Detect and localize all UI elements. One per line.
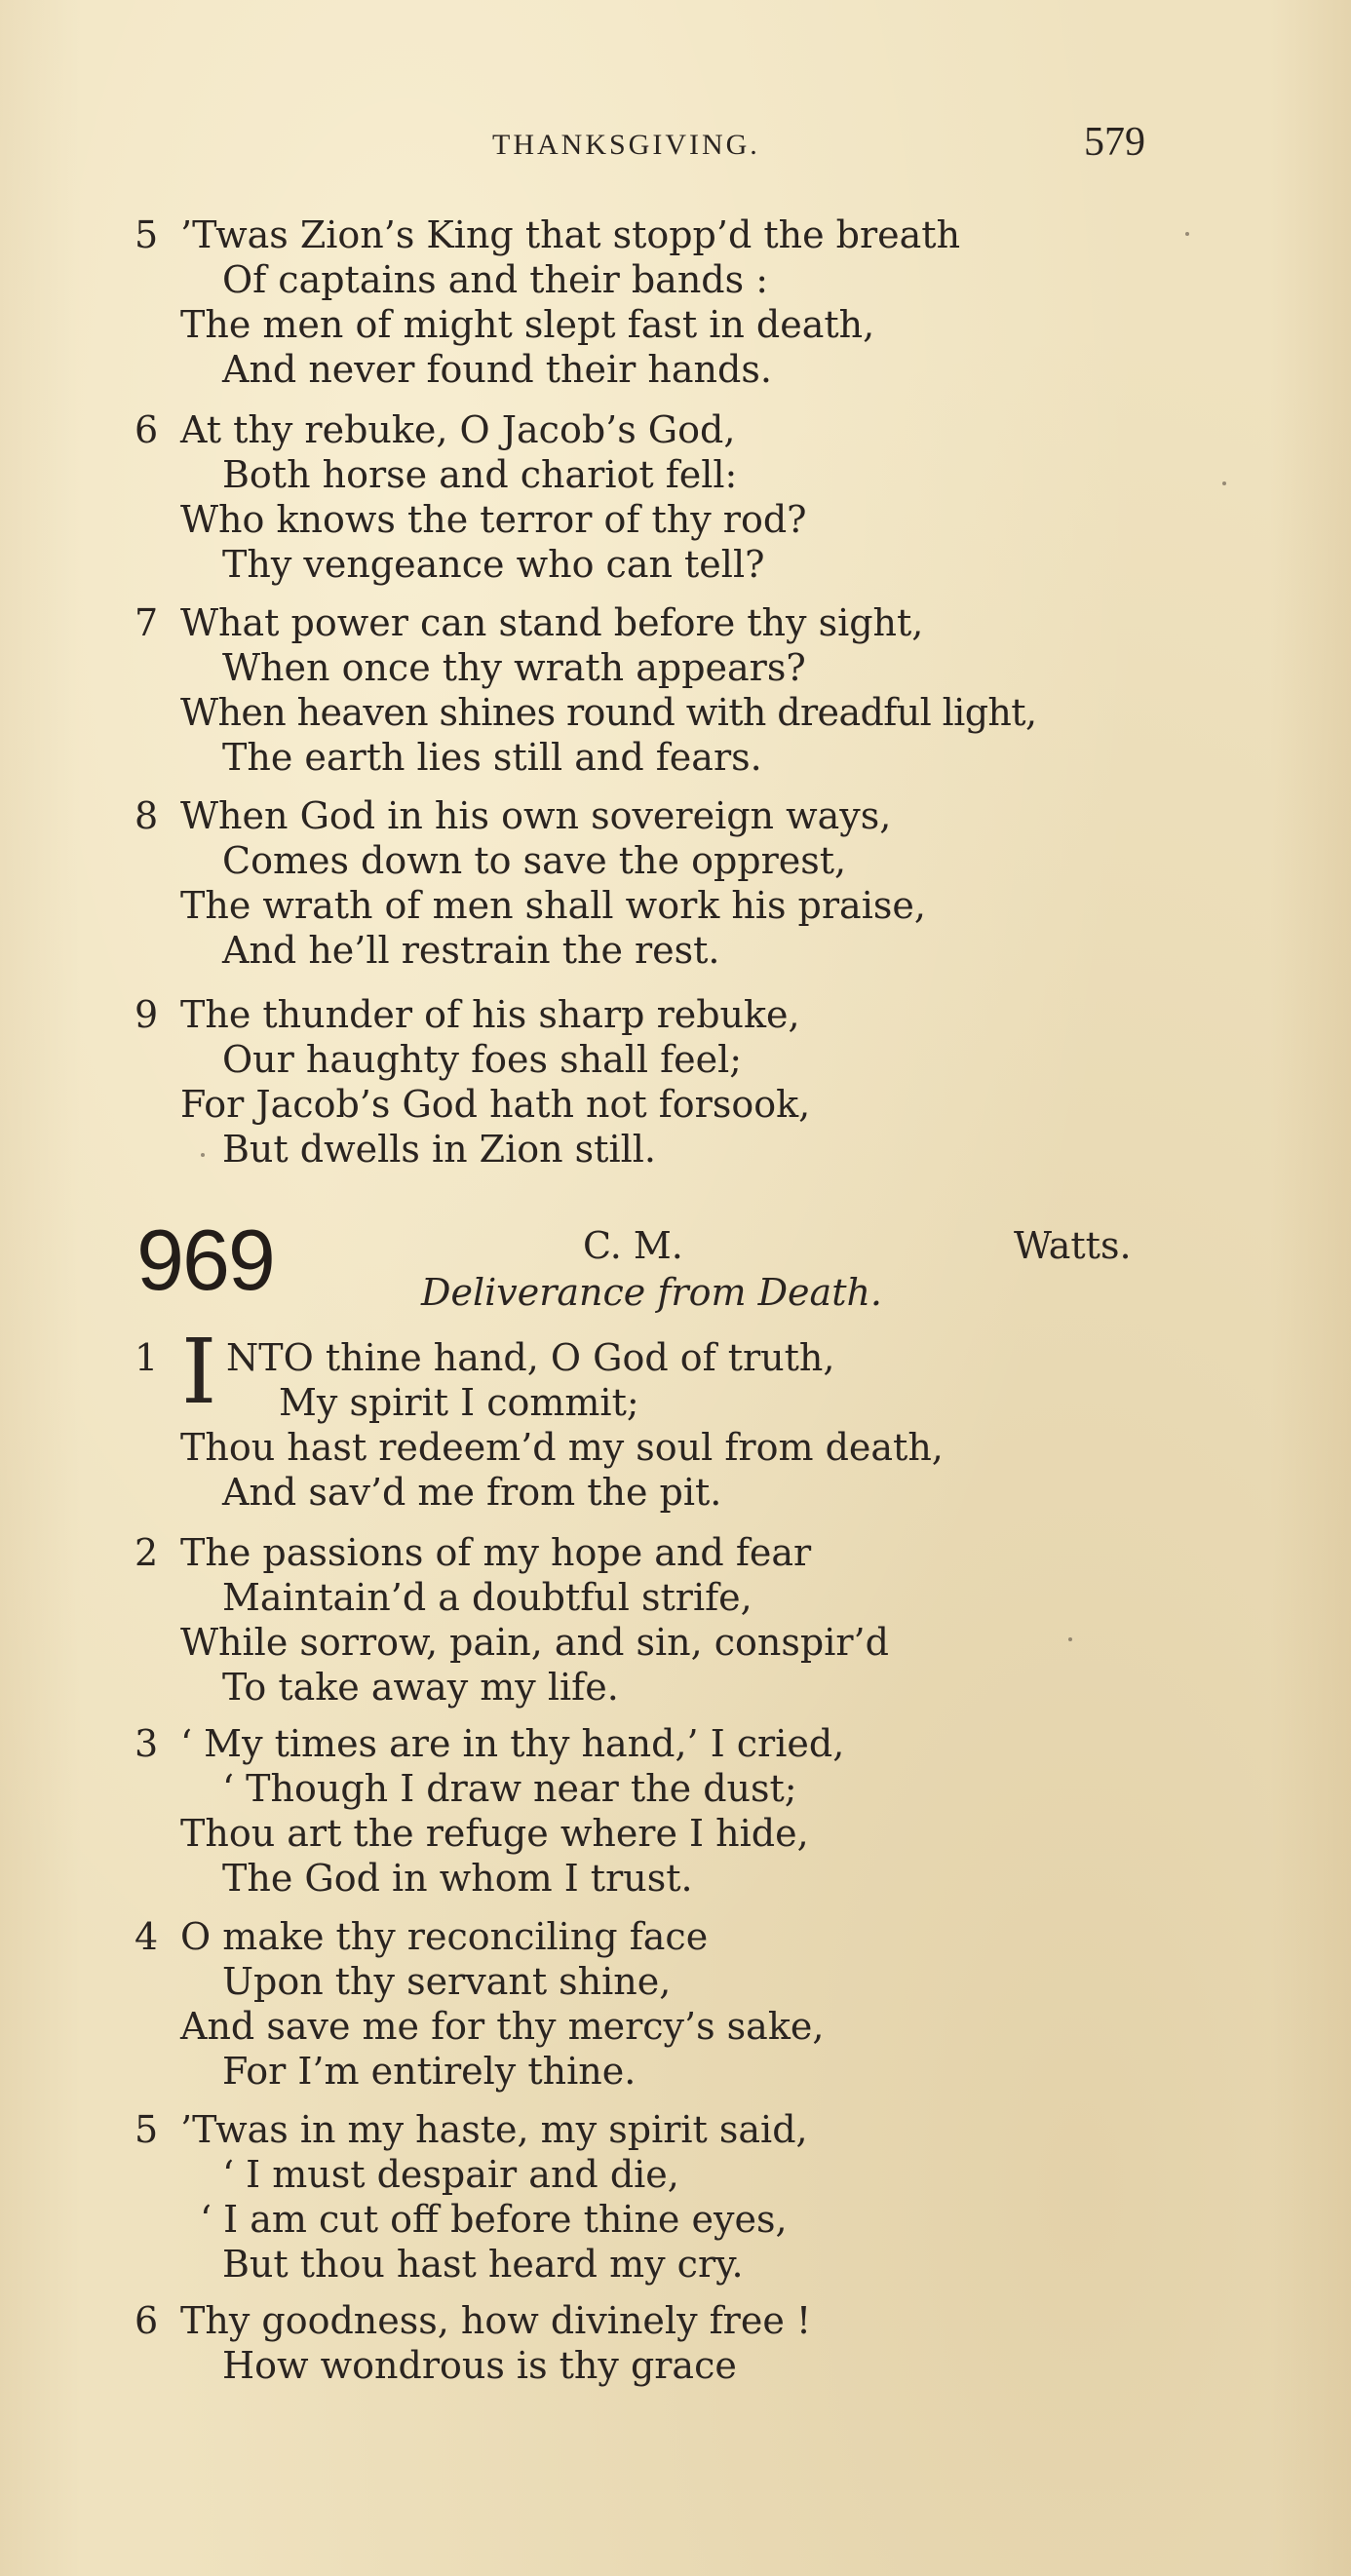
verse-line: ‘ Though I draw near the dust; (222, 1767, 797, 1810)
verse-line: But dwells in Zion still. (222, 1128, 656, 1171)
verse-line: ’Twas in my haste, my spirit said, (180, 2108, 808, 2151)
verse-number: 8 (135, 794, 159, 837)
drop-cap: I (181, 1320, 217, 1424)
verse-line: When heaven shines round with dreadful light, (180, 691, 1037, 734)
verse-number: 6 (135, 408, 159, 451)
verse-line: NTO thine hand, O God of truth, (226, 1336, 835, 1379)
ink-speck (201, 1153, 205, 1157)
verse-line: The men of might slept fast in death, (180, 303, 875, 346)
verse-line: Thy vengeance who can tell? (222, 543, 765, 586)
running-title: THANKSGIVING. (492, 129, 760, 161)
verse-line: Our haughty foes shall feel; (222, 1038, 743, 1081)
verse-line: And save me for thy mercy’s sake, (180, 2005, 825, 2048)
page-number: 579 (1084, 120, 1145, 165)
verse-line: The God in whom I trust. (222, 1857, 693, 1900)
verse-line: Thou art the refuge where I hide, (180, 1812, 809, 1855)
verse-line: My spirit I commit; (279, 1381, 639, 1424)
verse-line: When God in his own sovereign ways, (180, 794, 892, 837)
hymn-header (0, 1211, 1351, 1331)
hymn-meter: C. M. (583, 1224, 683, 1267)
verse-line: Upon thy servant shine, (222, 1960, 672, 2003)
hymn-subject: Deliverance from Death. (421, 1271, 883, 1314)
verse-line: Comes down to save the opprest, (222, 839, 847, 882)
verse-line: But thou hast heard my cry. (222, 2243, 744, 2286)
verse-line: The thunder of his sharp rebuke, (180, 993, 800, 1036)
verse-line: The passions of my hope and fear (180, 1531, 812, 1574)
verse-line: And he’ll restrain the rest. (222, 929, 720, 972)
verse-number: 3 (135, 1722, 159, 1765)
verse-line: When once thy wrath appears? (222, 646, 806, 689)
ink-speck (1185, 232, 1189, 236)
verse-line: Both horse and chariot fell: (222, 453, 738, 496)
verse-line: ‘ My times are in thy hand,’ I cried, (180, 1722, 845, 1765)
hymn-number: 969 (136, 1211, 274, 1308)
verse-line: At thy rebuke, O Jacob’s God, (180, 408, 736, 451)
running-head (0, 120, 1351, 173)
verse-line: The earth lies still and fears. (222, 736, 762, 779)
verse-line: ‘ I must despair and die, (222, 2153, 679, 2196)
verse-number: 5 (135, 2108, 159, 2151)
ink-speck (1068, 1637, 1072, 1641)
verse-line: For Jacob’s God hath not forsook, (180, 1083, 811, 1126)
hymn-author: Watts. (1014, 1224, 1132, 1267)
ink-speck (1222, 481, 1226, 485)
verse-line: How wondrous is thy grace (222, 2344, 737, 2387)
verse-line: Who knows the terror of thy rod? (180, 498, 807, 541)
verse-line: ‘ I am cut off before thine eyes, (200, 2198, 788, 2241)
verse-line: To take away my life. (222, 1666, 619, 1709)
verse-line: Of captains and their bands : (222, 258, 769, 301)
verse-line: And never found their hands. (222, 348, 772, 391)
verse-line: While sorrow, pain, and sin, conspir’d (180, 1621, 889, 1664)
verse-line: O make thy reconciling face (180, 1915, 709, 1958)
verse-number: 5 (135, 213, 159, 256)
verse-line: ’Twas Zion’s King that stopp’d the breath (180, 213, 961, 256)
verse-line: Thou hast redeem’d my soul from death, (180, 1426, 944, 1469)
verse-line: And sav’d me from the pit. (222, 1471, 722, 1514)
verse-line: Maintain’d a doubtful strife, (222, 1576, 753, 1619)
verse-number: 7 (135, 601, 159, 644)
verse-number: 2 (135, 1531, 159, 1574)
verse-number: 6 (135, 2299, 159, 2342)
verse-line: Thy goodness, how divinely free ! (180, 2299, 812, 2342)
verse-number: 9 (135, 993, 159, 1036)
verse-line: For I’m entirely thine. (222, 2050, 637, 2093)
verse-line: The wrath of men shall work his praise, (180, 884, 926, 927)
verse-number: 4 (135, 1915, 159, 1958)
verse-line: What power can stand before thy sight, (180, 601, 924, 644)
verse-number: 1 (135, 1336, 159, 1379)
